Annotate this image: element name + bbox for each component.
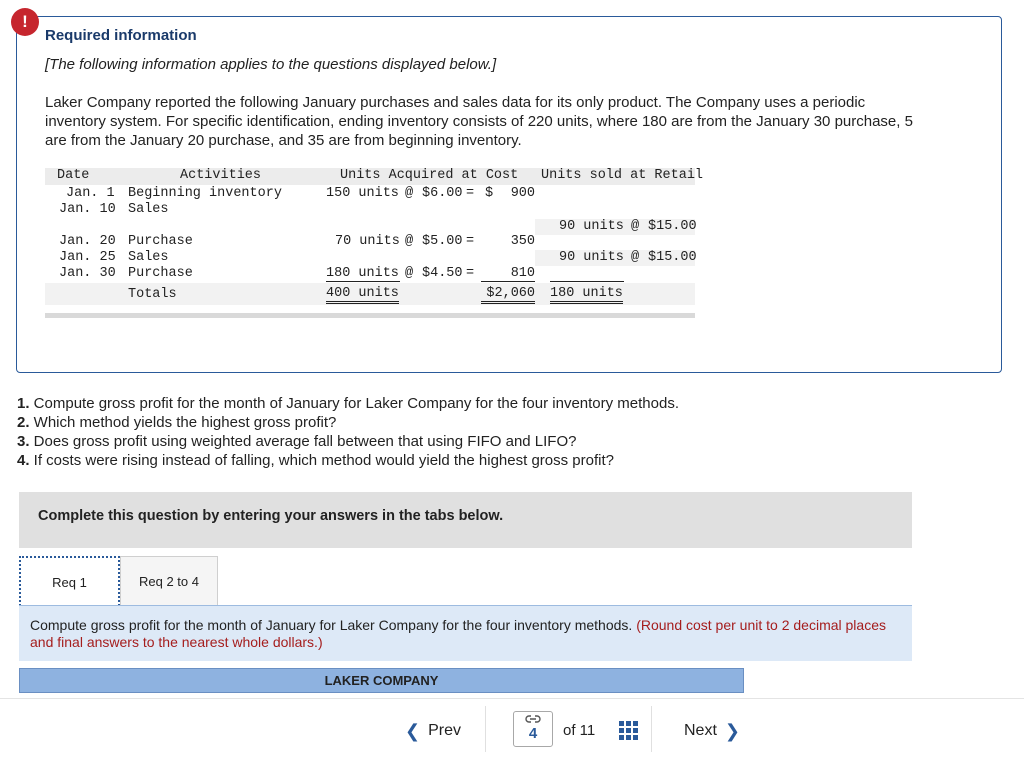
table-bottom-bar <box>45 313 695 318</box>
info-title: Required information <box>45 27 197 44</box>
row-activity: Purchase <box>128 266 193 281</box>
current-question-number: 4 <box>528 725 538 742</box>
row-date: Jan. 25 <box>59 250 116 265</box>
row-date: Jan. 30 <box>59 266 116 281</box>
chevron-left-icon: ❮ <box>405 720 421 741</box>
row-activity: Beginning inventory <box>128 186 282 201</box>
question-list <box>17 394 679 470</box>
row-activity: Purchase <box>128 234 193 249</box>
row-date: Jan. 20 <box>59 234 116 249</box>
question-item: 3. Does gross profit using weighted average fall between that using FIFO and LIFO? <box>17 433 577 450</box>
row-acq-total: 350 <box>510 234 535 249</box>
row-sold-at: @ <box>631 250 640 265</box>
row-sold-price: $15.00 <box>648 250 697 265</box>
next-label: Next <box>684 722 717 739</box>
totals-acq-units: 400 units <box>326 286 399 304</box>
totals-acq-total: $2,060 <box>481 286 535 304</box>
row-activity: Sales <box>128 250 169 265</box>
row-activity: Sales <box>128 202 169 217</box>
units-underline <box>326 281 400 282</box>
row-acq-units: 70 units <box>335 234 400 249</box>
totals-label: Totals <box>128 287 177 302</box>
nav-separator <box>485 706 486 752</box>
info-subtitle: [The following information applies to the questions displayed below.] <box>45 56 497 73</box>
chevron-right-icon: ❯ <box>724 720 740 741</box>
nav-separator <box>651 706 652 752</box>
question-item: 4. If costs were rising instead of falling, which method would yield the highest gross profit? <box>17 452 614 469</box>
row-acq-at: @ <box>405 186 414 201</box>
prev-button[interactable] <box>405 716 461 746</box>
row-acq-dollar: $ <box>485 186 494 201</box>
tab-req-2-to-4[interactable]: Req 2 to 4 <box>120 556 218 606</box>
row-acq-total: 900 <box>510 186 535 201</box>
row-sold-units: 90 units <box>559 219 624 234</box>
row-sold-at: @ <box>631 219 640 234</box>
row-acq-units: 180 units <box>326 266 399 281</box>
header-date: Date <box>57 168 90 183</box>
row-acq-cost: $6.00 <box>422 186 463 201</box>
instructions-banner <box>19 492 912 548</box>
tab-instruction-text: Compute gross profit for the month of January for Laker Company for the four inventory methods. (Round cost per unit to 2 decimal places and final answers to the nearest whole dollars.) <box>30 617 886 650</box>
grid-icon[interactable] <box>619 721 638 740</box>
rounding-note: (Round cost per unit to 2 decimal places and final answers to the nearest whole dollars.) <box>30 617 886 650</box>
row-date: Jan. 10 <box>59 202 116 217</box>
row-acq-at: @ <box>405 266 414 281</box>
alert-icon: ! <box>11 8 39 36</box>
header-units-acquired: Units Acquired at Cost <box>340 168 519 183</box>
row-acq-total: 810 <box>481 266 535 282</box>
question-number-box[interactable] <box>513 711 553 747</box>
inventory-table <box>45 168 704 303</box>
totals-sold-units: 180 units <box>550 286 623 304</box>
sold-underline <box>550 281 624 282</box>
banner-text: Complete this question by entering your answers in the tabs below. <box>38 508 504 524</box>
link-icon <box>525 714 541 724</box>
row-acq-cost: $4.50 <box>422 266 463 281</box>
header-activities: Activities <box>180 168 262 183</box>
row-acq-eq: = <box>466 266 475 281</box>
row-acq-at: @ <box>405 234 414 249</box>
row-acq-eq: = <box>466 186 475 201</box>
footer-divider <box>0 698 1024 699</box>
row-sold-price: $15.00 <box>648 219 697 234</box>
row-acq-cost: $5.00 <box>422 234 463 249</box>
row-acq-eq: = <box>466 234 475 249</box>
info-body: Laker Company reported the following January purchases and sales data for its only product. The Company uses a periodic inventory system. For specific identification, ending inventory consists of 220 units, where 180 are from the January 30 purchase, 5 are from the January 20 purchase, and 35 are from beginning inventory. <box>45 94 913 149</box>
header-units-sold: Units sold at Retail <box>541 168 704 183</box>
question-item: 1. Compute gross profit for the month of January for Laker Company for the four inventory methods. <box>17 395 679 412</box>
row-date: Jan. 1 <box>66 186 115 201</box>
company-header: LAKER COMPANY <box>19 668 744 693</box>
prev-label: Prev <box>428 722 461 739</box>
row-acq-units: 150 units <box>326 186 399 201</box>
tab-instruction-panel <box>19 605 912 661</box>
question-item: 2. Which method yields the highest gross profit? <box>17 414 337 431</box>
tab-req-1[interactable]: Req 1 <box>19 556 120 606</box>
page-total: of 11 <box>563 722 596 739</box>
row-sold-units: 90 units <box>559 250 624 265</box>
next-button[interactable] <box>684 716 740 746</box>
